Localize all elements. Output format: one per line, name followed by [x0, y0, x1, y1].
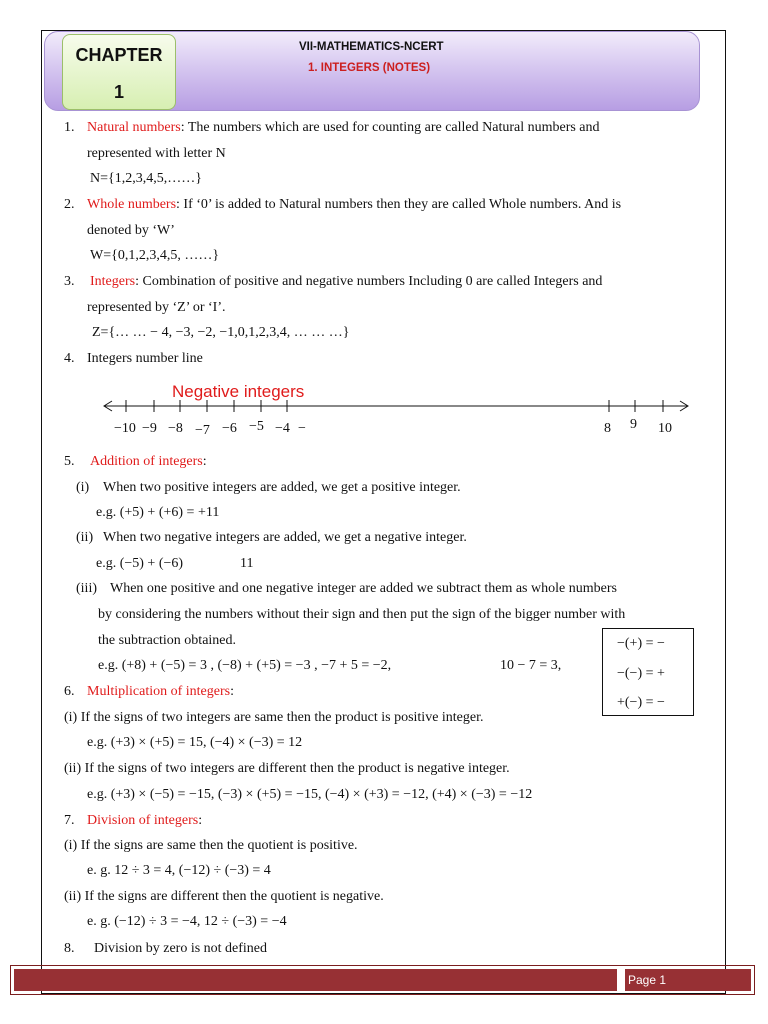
tick-label-left-4: −6 — [222, 421, 237, 436]
item-7-number: 7. — [64, 813, 75, 828]
addition-i-text: When two positive integers are added, we get a positive integer. — [103, 480, 461, 495]
whole-numbers-term: Whole numbers — [87, 197, 177, 212]
addition-ii-result: 11 — [240, 556, 254, 571]
tick-label-right-0: 8 — [604, 421, 611, 436]
addition-iii-example: e.g. (+8) + (−5) = 3 , (−8) + (+5) = −3 , −7 + 5 = −2, — [98, 658, 392, 673]
sign-rule-2: −(−) = + — [617, 666, 665, 681]
item-2-text: Whole numbers: If ‘0’ is added to Natural numbers then they are called Whole numbers. And is — [87, 197, 622, 212]
integer-set: Z={… … − 4, −3, −2, −1,0,1,2,3,4, … … …} — [92, 325, 350, 340]
item-1-text: Natural numbers: The numbers which are used for counting are called Natural numbers and — [87, 120, 600, 135]
division-ii-example: e. g. (−12) ÷ 3 = −4, 12 ÷ (−3) = −4 — [87, 914, 287, 929]
addition-ii-label: (ii) — [76, 530, 94, 545]
multiplication-i-example: e.g. (+3) × (+5) = 15, (−4) × (−3) = 12 — [87, 735, 303, 750]
item-2-number: 2. — [64, 197, 75, 212]
item-4-number: 4. — [64, 351, 75, 366]
addition-iii-label: (iii) — [76, 581, 97, 596]
tick-label-left-7: − — [298, 421, 306, 436]
addition-ii-text: When two negative integers are added, we get a negative integer. — [103, 530, 467, 545]
item-3-number: 3. — [64, 274, 75, 289]
tick-label-left-3: −7 — [195, 423, 210, 438]
multiplication-ii-text: (ii) If the signs of two integers are different then the product is negative integer. — [64, 761, 510, 776]
whole-set: W={0,1,2,3,4,5, ……} — [90, 248, 220, 263]
addition-i-label: (i) — [76, 480, 90, 495]
item-1-line2: represented with letter N — [87, 146, 226, 161]
notes-title: 1. INTEGERS (NOTES) — [308, 62, 431, 74]
item-8-text: Division by zero is not defined — [94, 941, 268, 956]
sign-rule-3: +(−) = − — [617, 695, 665, 710]
addition-iii-text: When one positive and one negative integer are added we subtract them as whole numbers — [110, 581, 617, 596]
addition-heading: Addition of integers: — [90, 454, 207, 469]
tick-label-left-1: −9 — [142, 421, 157, 436]
chapter-label: CHAPTER — [75, 45, 163, 65]
item-8-number: 8. — [64, 941, 75, 956]
tick-label-left-5: −5 — [249, 419, 264, 434]
division-i-example: e. g. 12 ÷ 3 = 4, (−12) ÷ (−3) = 4 — [87, 863, 271, 878]
division-heading: Division of integers: — [87, 813, 203, 828]
item-5-number: 5. — [64, 454, 75, 469]
natural-set: N={1,2,3,4,5,……} — [90, 171, 202, 186]
addition-iii-line2: by considering the numbers without their sign and then put the sign of the bigger number with — [98, 607, 626, 622]
item-2-line2: denoted by ‘W’ — [87, 223, 175, 238]
division-ii-text: (ii) If the signs are different then the quotient is negative. — [64, 889, 384, 904]
integers-term: Integers — [90, 274, 136, 289]
item-1-number: 1. — [64, 120, 75, 135]
addition-i-example: e.g. (+5) + (+6) = +11 — [96, 505, 220, 520]
tick-label-right-2: 10 — [658, 421, 672, 436]
addition-iii-example-2: 10 − 7 = 3, — [500, 658, 562, 673]
multiplication-i-text: (i) If the signs of two integers are same then the product is positive integer. — [64, 710, 484, 725]
chapter-number: 1 — [113, 82, 124, 102]
footer-bar-left — [14, 969, 617, 991]
tick-label-left-6: −4 — [275, 421, 290, 436]
course-title: VII-MATHEMATICS-NCERT — [299, 41, 444, 53]
multiplication-ii-example: e.g. (+3) × (−5) = −15, (−3) × (+5) = −15, (−4) × (+3) = −12, (+4) × (−3) = −12 — [87, 787, 533, 802]
natural-numbers-term: Natural numbers — [87, 120, 181, 135]
page-number: Page 1 — [628, 973, 667, 987]
item-3-line2: represented by ‘Z’ or ‘I’. — [87, 300, 226, 315]
tick-label-left-0: −10 — [114, 421, 136, 436]
division-i-text: (i) If the signs are same then the quotient is positive. — [64, 838, 358, 853]
addition-ii-example: e.g. (−5) + (−6) — [96, 556, 184, 571]
item-6-number: 6. — [64, 684, 75, 699]
tick-label-right-1: 9 — [630, 417, 637, 432]
sign-rule-1: −(+) = − — [617, 636, 665, 651]
multiplication-heading: Multiplication of integers: — [87, 684, 234, 699]
addition-iii-line3: the subtraction obtained. — [98, 633, 237, 648]
item-3-text: Integers: Combination of positive and negative numbers Including 0 are called Integers and — [90, 274, 603, 289]
tick-label-left-2: −8 — [168, 421, 183, 436]
chapter-box — [62, 34, 176, 110]
number-line-label: Negative integers — [172, 382, 305, 401]
item-4-text: Integers number line — [87, 351, 203, 366]
